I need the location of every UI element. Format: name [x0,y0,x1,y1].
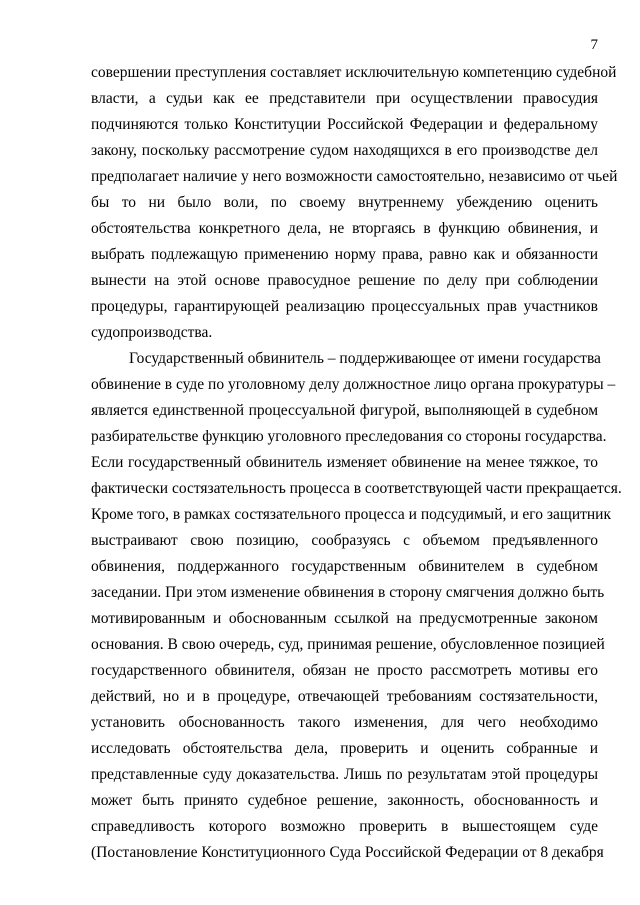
text-line: государственного обвинителя, обязан не просто рассмотреть мотивы его [91,662,598,679]
text-line: совершении преступления составляет исключительную компетенцию судебной [91,64,617,81]
text-line: бы то ни было воли, по своему внутреннему убеждению оценить [91,194,598,211]
paragraph-first-line: Государственный обвинитель – поддерживающее от имени государства [129,350,601,367]
text-line: Кроме того, в рамках состязательного процесса и подсудимый, и его защитник [91,506,612,523]
text-line: справедливость которого возможно проверить в вышестоящем суде [91,818,598,835]
text-line: вынести на этой основе правосудное решение по делу при соблюдении [91,272,598,289]
text-line: фактически состязательность процесса в соответствующей части прекращается. [91,480,622,497]
text-line: обвинения, поддержанного государственным обвинителем в судебном [91,558,598,575]
text-line: основания. В свою очередь, суд, принимая решение, обусловленное позицией [91,636,605,653]
text-line: судопроизводства. [91,324,213,341]
text-line: представленные суду доказательства. Лишь по результатам этой процедуры [91,766,598,783]
text-line: разбирательстве функцию уголовного преследования со стороны государства. [91,428,607,445]
text-line: действий, но и в процедуре, отвечающей требованиям состязательности, [91,688,598,705]
text-line: выстраивают свою позицию, сообразуясь с объемом предъявленного [91,532,598,549]
text-line: исследовать обстоятельства дела, проверить и оценить собранные и [91,740,598,757]
text-line: власти, а судьи как ее представители при осуществлении правосудия [91,90,598,107]
text-line: мотивированным и обоснованным ссылкой на предусмотренные законом [91,610,598,627]
body-text [91,60,622,866]
text-line: является единственной процессуальной фигурой, выполняющей в судебном [91,402,598,419]
text-line: (Постановление Конституционного Суда Российской Федерации от 8 декабря [91,844,604,861]
text-line: Если государственный обвинитель изменяет обвинение на менее тяжкое, то [91,454,598,471]
text-line: подчиняются только Конституции Российской Федерации и федеральному [91,116,598,133]
text-line: установить обоснованность такого изменения, для чего необходимо [91,714,598,731]
page-number: 7 [590,37,598,53]
text-line: обстоятельства конкретного дела, не вторгаясь в функцию обвинения, и [91,220,598,237]
text-line: закону, поскольку рассмотрение судом находящихся в его производстве дел [91,142,598,159]
text-line: предполагает наличие у него возможности самостоятельно, независимо от чьей [91,168,618,185]
text-line: процедуры, гарантирующей реализацию процессуальных прав участников [91,298,598,315]
text-line: выбрать подлежащую применению норму права, равно как и обязанности [91,246,598,263]
text-line: может быть принято судебное решение, законность, обоснованность и [91,792,598,809]
text-line: обвинение в суде по уголовному делу должностное лицо органа прокуратуры – [91,376,616,393]
text-line: заседании. При этом изменение обвинения в сторону смягчения должно быть [91,584,605,601]
